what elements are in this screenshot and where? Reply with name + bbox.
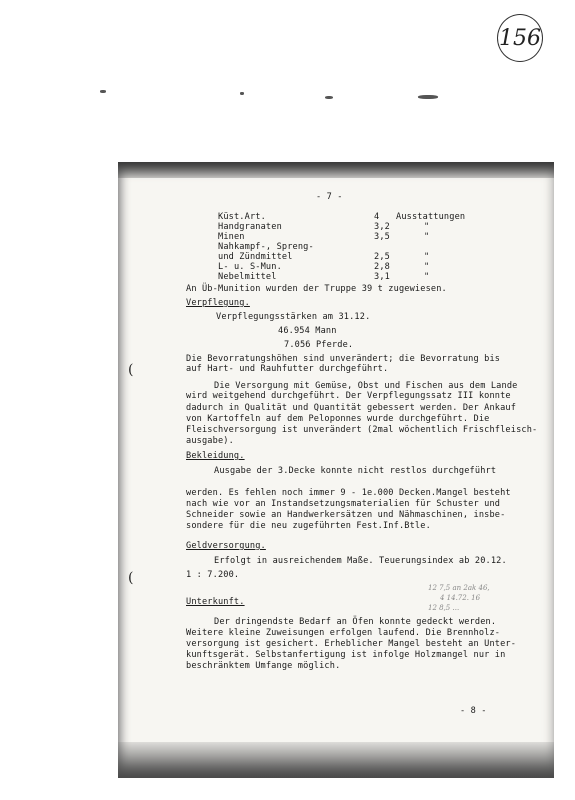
ammo-item: Küst.Art. (218, 212, 266, 222)
scan-speck (240, 92, 244, 95)
body-line: versorgung ist gesichert. Erheblicher Mangel besteht an Unter- (186, 639, 517, 649)
scan-speck (325, 96, 333, 99)
body-line: Fleischversorgung ist unverändert (2mal wöchentlich Frischfleisch- (186, 425, 538, 435)
ammo-unit: " (424, 272, 430, 282)
ammo-unit: " (424, 252, 430, 262)
body-line: wird weitgehend durchgeführt. Der Verpflegungssatz III konnte (186, 391, 511, 401)
ammo-unit: " (424, 232, 430, 242)
body-line: 1 : 7.200. (186, 570, 240, 580)
strength-men: 46.954 Mann (278, 326, 337, 336)
ammo-qty: 2,8 (374, 262, 390, 272)
body-line: nach wie vor an Instandsetzungsmaterialien für Schuster und (186, 499, 501, 509)
body-line: dadurch in Qualität und Quantität gebessert werden. Der Ankauf (186, 403, 517, 413)
ammo-unit: " (424, 222, 430, 232)
section-heading-unterkunft: Unterkunft. (186, 597, 245, 607)
body-line: Schneider sowie an Handwerkersätzen und Nähmaschinen, insbe- (186, 510, 506, 520)
section-heading-geldversorgung: Geldversorgung. (186, 541, 266, 551)
body-line: Weitere kleine Zuweisungen erfolgen laufend. Die Brennholz- (186, 628, 501, 638)
ammo-note: An Üb-Munition wurden der Truppe 39 t zugewiesen. (186, 284, 447, 294)
body-line: beschränktem Umfange möglich. (186, 661, 341, 671)
ammo-qty: 3,2 (374, 222, 390, 232)
body-line: Die Bevorratungshöhen sind unverändert; die Bevorratung bis (186, 354, 501, 364)
scan-shadow-bottom (118, 742, 554, 778)
scan-speck (418, 95, 438, 99)
section-heading-verpflegung: Verpflegung. (186, 298, 250, 308)
margin-mark: ( (128, 362, 134, 378)
section-heading-bekleidung: Bekleidung. (186, 451, 245, 461)
body-line: von Kartoffeln auf dem Peloponnes wurde durchgeführt. Die (186, 414, 490, 424)
scan-shadow-top (118, 162, 554, 178)
body-line: kunftsgerät. Selbstanfertigung ist infolge Holzmangel nur in (186, 650, 506, 660)
archive-page-number: 156 (497, 14, 543, 62)
body-line: werden. Es fehlen noch immer 9 - 1e.000 Decken.Mangel besteht (186, 488, 511, 498)
body-line: sondere für die neu zugeführten Fest.Inf.Btle. (186, 521, 431, 531)
ammo-item: und Zündmittel (218, 252, 293, 262)
body-line: Der dringendste Bedarf an Öfen konnte gedeckt werden. (214, 617, 497, 627)
ammo-item: Handgranaten (218, 222, 282, 232)
ammo-item: L- u. S-Mun. (218, 262, 282, 272)
strength-label: Verpflegungsstärken am 31.12. (216, 312, 371, 322)
body-line: ausgabe). (186, 436, 234, 446)
margin-mark: ( (128, 570, 134, 586)
ammo-qty: 2,5 (374, 252, 390, 262)
ammo-item: Nahkampf-, Spreng- (218, 242, 314, 252)
ammo-qty: 4 (374, 212, 380, 222)
body-line: Erfolgt in ausreichendem Maße. Teuerungsindex ab 20.12. (214, 556, 507, 566)
page-header: - 7 - (316, 192, 343, 202)
body-line: auf Hart- und Rauhfutter durchgeführt. (186, 364, 389, 374)
page-footer: - 8 - (460, 706, 487, 716)
margin-note: 12 7,5 an 2ak 46, (428, 584, 490, 592)
strength-horses: 7.056 Pferde. (284, 340, 354, 350)
ammo-qty: 3,5 (374, 232, 390, 242)
body-line: Die Versorgung mit Gemüse, Obst und Fischen aus dem Lande (214, 381, 518, 391)
ammo-unit: " (424, 262, 430, 272)
margin-note: 4 14.72. 16 (440, 594, 481, 602)
ammo-item: Nebelmittel (218, 272, 277, 282)
margin-note: 12 8,5 ... (428, 604, 460, 612)
ammo-item: Minen (218, 232, 245, 242)
body-line: Ausgabe der 3.Decke konnte nicht restlos durchgeführt (214, 466, 497, 476)
scan-speck (100, 90, 106, 93)
ammo-qty: 3,1 (374, 272, 390, 282)
ammo-unit: Ausstattungen (396, 212, 466, 222)
